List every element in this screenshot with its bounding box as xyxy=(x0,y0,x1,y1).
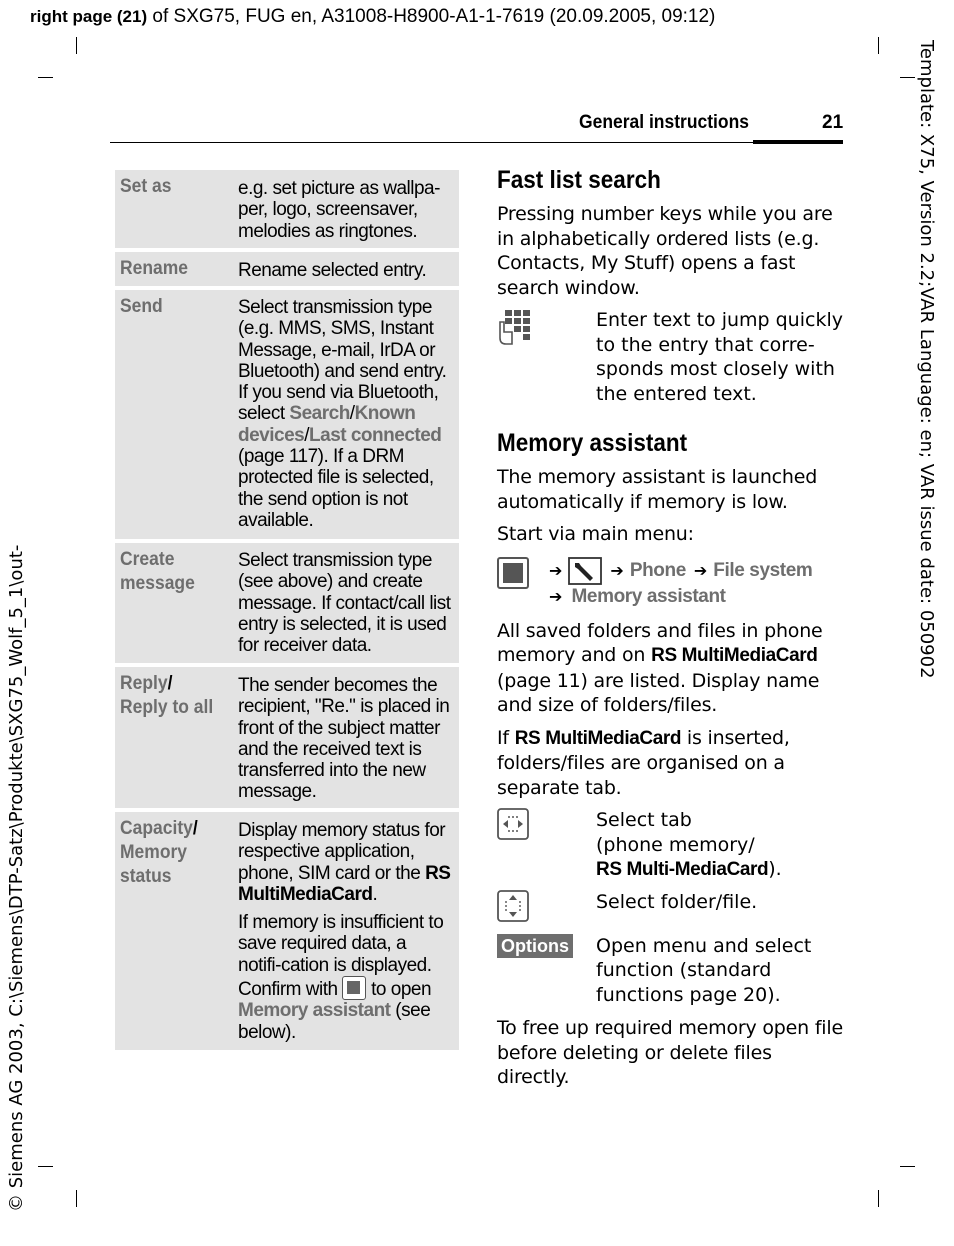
instruction-line-end: ). xyxy=(768,858,782,880)
center-key-icon xyxy=(342,976,366,1000)
capacity-paragraph xyxy=(238,820,453,905)
option-name-capacity: Capacity xyxy=(120,818,193,839)
instruction-text: Enter text to jump quickly to the entry that corre-sponds most closely with the entered text. xyxy=(596,309,843,405)
arrow-icon: ➔ xyxy=(610,560,624,580)
separator: / xyxy=(304,424,310,446)
header-rule-accent xyxy=(753,140,843,144)
capacity-text: If memory is insufficient to save required data, a notifi-cation is displayed. Confirm with xyxy=(238,912,444,1001)
instruction-row xyxy=(497,808,843,883)
instruction-line: Select tab xyxy=(596,809,692,831)
instruction-line: (phone memory/ xyxy=(596,833,755,856)
paragraph: To free up required memory open file before deleting or delete files directly. xyxy=(497,1017,843,1088)
capacity-text: Display memory status for respective application, phone, SIM card or the xyxy=(238,820,446,884)
arrow-icon: ➔ xyxy=(693,560,708,580)
option-name-line xyxy=(120,672,229,696)
capacity-text: to open xyxy=(366,979,432,1001)
option-name-line xyxy=(120,817,229,841)
capacity-paragraph xyxy=(238,912,453,1043)
menu-last-connected: Last connected xyxy=(309,424,442,446)
option-description: e.g. set picture as wallpa-per, logo, screensaver, melodies as ringtones. xyxy=(238,178,440,242)
send-text-end: (page 117). If a DRM protected file is selected, the send option is not available. xyxy=(238,446,434,531)
table-row xyxy=(115,667,459,812)
card-name: RS Multi-MediaCard xyxy=(596,859,769,880)
file-path-info: © Siemens AG 2003, C:\Siemens\DTP-Satz\Produkte\SXG75_Wolf_5_1\out- xyxy=(6,544,27,1212)
table-row xyxy=(115,170,459,252)
option-name-reply: Reply xyxy=(120,673,168,694)
crop-mark xyxy=(878,1190,879,1207)
option-description xyxy=(238,295,453,533)
navigate-left-right-icon xyxy=(497,808,529,840)
option-name-line: message xyxy=(120,573,195,594)
separator: / xyxy=(167,673,173,694)
option-description: The sender becomes the recipient, "Re." is placed in front of the subject matter and the received text is transferred into the new message. xyxy=(238,675,450,803)
template-info: Template: X75, Version 2.2;VAR Language: en; VAR issue date: 050902 xyxy=(916,40,937,679)
menu-known-devices: Known devices xyxy=(238,403,416,446)
paragraph: The memory assistant is launched automatically if memory is low. xyxy=(497,466,818,513)
table-row xyxy=(115,290,459,543)
menu-path xyxy=(497,557,843,609)
table-row xyxy=(115,543,459,667)
paragraph-text: All saved folders and files in phone memory and on xyxy=(497,619,823,666)
option-name-line: status xyxy=(120,866,172,887)
option-description xyxy=(238,817,453,1044)
option-name: Rename xyxy=(120,258,189,279)
print-header xyxy=(30,6,715,28)
paragraph: Start via main menu: xyxy=(497,523,694,545)
page-number: 21 xyxy=(822,112,844,133)
nav-ud-icon-cell xyxy=(497,890,596,926)
option-description: Select transmission type (see above) and create message. If contact/call list entry is selected, it is used for receiver data. xyxy=(238,550,451,657)
options-key-cell xyxy=(497,934,596,1008)
center-key-icon xyxy=(497,557,529,589)
instruction-row xyxy=(497,308,843,406)
send-text: Select transmission type (e.g. MMS, SMS, Instant Message, e-mail, IrDA or Bluetooth) and send entry. If you send via Bluetooth, select xyxy=(238,297,447,425)
arrow-icon: ➔ xyxy=(549,560,563,580)
crop-mark xyxy=(900,1166,915,1167)
instruction-row xyxy=(497,890,843,926)
option-name xyxy=(120,817,229,1044)
instruction-row xyxy=(497,934,843,1008)
crop-mark xyxy=(38,1166,53,1167)
menu-path-steps xyxy=(549,557,812,609)
separator: / xyxy=(349,403,355,425)
option-name-line: Create xyxy=(120,549,175,570)
menu-path-line xyxy=(549,557,812,585)
paragraph xyxy=(497,619,843,718)
nav-lr-icon-cell xyxy=(497,808,596,883)
heading-memory-assistant: Memory assistant xyxy=(497,429,688,457)
menu-memory-assistant: Memory assistant xyxy=(571,585,726,607)
paragraph-text: (page 11) are listed. Display name and size of folders/files. xyxy=(497,669,820,716)
crop-mark xyxy=(76,1190,77,1207)
paragraph xyxy=(497,726,843,801)
tools-icon xyxy=(568,557,602,585)
capacity-text-end: (see below). xyxy=(238,1000,431,1043)
print-header-info: of SXG75, FUG en, A31008-H8900-A1-1-7619 (20.09.2005, 09:12) xyxy=(147,6,716,27)
card-name: RS MultiMediaCard xyxy=(514,727,682,749)
keypad-icon xyxy=(497,308,535,346)
print-header-page: right page (21) xyxy=(30,7,148,26)
option-name: Set as xyxy=(120,176,172,197)
options-table xyxy=(115,170,459,1054)
menu-memory-assistant: Memory assistant xyxy=(238,1000,391,1022)
card-name: RS MultiMediaCard xyxy=(651,645,818,666)
menu-search: Search xyxy=(289,403,350,425)
instruction-text xyxy=(596,808,843,883)
menu-file-system: File system xyxy=(713,559,813,581)
menu-path-line xyxy=(549,585,812,609)
option-description: Rename selected entry. xyxy=(238,260,427,281)
paragraph-text: If xyxy=(497,726,515,749)
capacity-text-end: . xyxy=(372,883,378,905)
option-name xyxy=(120,672,229,802)
table-row xyxy=(115,252,459,290)
navigate-up-down-icon xyxy=(497,890,529,922)
separator: / xyxy=(192,818,198,839)
card-name: RS MultiMediaCard xyxy=(238,862,451,905)
menu-phone: Phone xyxy=(629,559,686,581)
crop-mark xyxy=(76,37,77,54)
instruction-line xyxy=(596,857,843,883)
option-name: Send xyxy=(120,296,163,317)
option-name-line: Memory xyxy=(120,842,188,863)
right-column xyxy=(497,164,843,1090)
crop-mark xyxy=(878,37,879,54)
arrow-icon: ➔ xyxy=(549,586,563,606)
crop-mark xyxy=(38,77,53,78)
heading-fast-list-search: Fast list search xyxy=(497,166,661,194)
instruction-text: Select folder/file. xyxy=(596,890,758,913)
paragraph: Pressing number keys while you are in alphabetically ordered lists (e.g. Contacts, My Stuff) opens a fast search window. xyxy=(497,203,833,299)
crop-mark xyxy=(900,77,915,78)
paragraph-text: is inserted, folders/files are organised on a separate tab. xyxy=(497,726,790,799)
options-softkey: Options xyxy=(497,934,573,958)
header-rule xyxy=(110,142,843,143)
option-name xyxy=(120,548,229,657)
instruction-text: Open menu and select function (standard functions page 20). xyxy=(596,934,812,1006)
option-name-line: Reply to all xyxy=(120,697,214,718)
section-title: General instructions xyxy=(579,112,749,133)
keypad-icon-cell xyxy=(497,308,596,406)
table-row xyxy=(115,812,459,1054)
